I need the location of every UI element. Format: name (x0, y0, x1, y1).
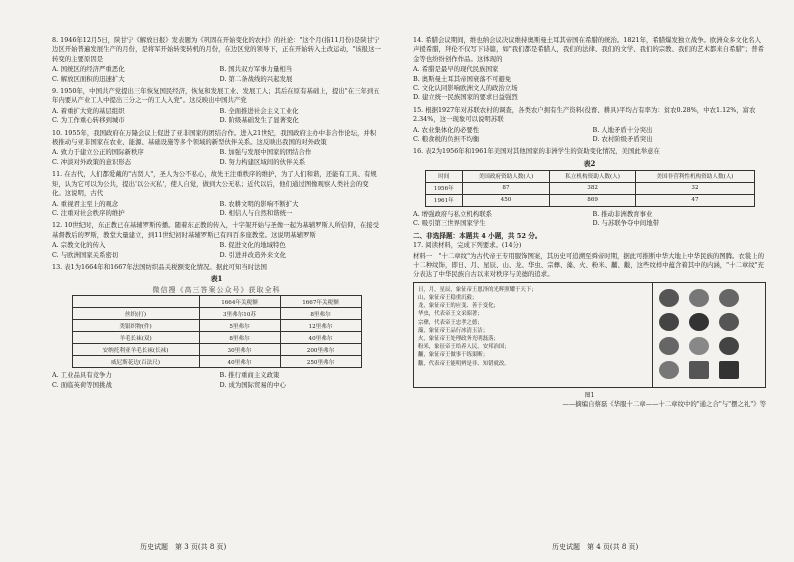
option-d: D. 与苏联争夺中间地带 (592, 219, 659, 228)
option-d: D. 阶级基础发生了显著变化 (219, 116, 299, 125)
option-a: A. 希腊是最早的现代民族国家 (413, 65, 499, 74)
table-cell: 250里弗尔 (280, 356, 361, 368)
option-d: D. 相信人与自然和谐统一 (219, 208, 293, 217)
stars-icon (719, 289, 739, 307)
figure-text (414, 283, 653, 387)
option-a: A. 工业品具有竞争力 (52, 371, 112, 380)
question-8 (52, 36, 381, 84)
fire-icon (719, 337, 739, 355)
table-cell: 5里弗尔 (199, 320, 280, 332)
option-b: B. 农耕文明的影响不断扩大 (219, 199, 299, 208)
table-cell: 382 (549, 182, 636, 194)
option-a: A. 致力于建立公正的国际新秩序 (52, 148, 144, 157)
option-d: D. 引进并改造外来文化 (219, 250, 286, 259)
table-header: 美国政府资助人数(人) (463, 170, 550, 182)
option-c: C. 注重对社会秩序的维护 (52, 208, 125, 217)
question-9 (52, 87, 381, 126)
figure-line: 龙，象征帝王的应变、善于变化； (418, 303, 499, 310)
table-row (72, 356, 361, 368)
option-c: C. 吸引第三世界国家学生 (413, 219, 486, 228)
question-14 (413, 36, 766, 103)
table-cell: 1956年 (425, 182, 463, 194)
table-header: 私立机构资助人数(人) (549, 170, 636, 182)
option-a: A. 农业集体化的必要性 (413, 125, 480, 134)
table-cell: 安纳托利亚羊毛长袜(长袜) (72, 344, 199, 356)
option-d: D. 建立统一民族国家的要求日益强烈 (413, 93, 518, 102)
figure-line: 华虫，代表帝王文采昭著； (418, 311, 483, 318)
option-a: A. 重视君主至上的观念 (52, 199, 119, 208)
question-stem: 16. 表2为1956年和1961年美国对其他国家的非洲学生的资助变化情况，美国此举意在 (413, 147, 660, 156)
table-cell: 40里弗尔 (280, 332, 361, 344)
option-c: C. 解放区面积的迅速扩大 (52, 74, 125, 83)
table-row (72, 332, 361, 344)
figure-line: 宗彝，代表帝王忠孝之德； (418, 319, 483, 326)
question-stem: 10. 1955年，我国政府在万隆会议上促进了亚非国家的团结合作。进入21世纪，我国政府主办中非合作论坛，并积极推动与亚非国家在农业、能源、基础设施等多个领域的新型伙伴关系。这反映出我国的对外政策 (52, 128, 377, 147)
question-13 (52, 263, 381, 390)
watermark: 微信搜《高三答案公众号》获取全科 (152, 286, 281, 295)
option-a: A. 增强政府与私立机构联系 (413, 209, 492, 218)
vessel-icon (659, 337, 679, 355)
table-cell: 40里弗尔 (199, 356, 280, 368)
option-b: B. 推行重商主义政策 (219, 371, 280, 380)
option-a: A. 国统区的经济严重恶化 (52, 65, 125, 74)
table-row (72, 320, 361, 332)
figure-1 (413, 282, 766, 388)
option-b: B. 国共双方军事力量相当 (219, 65, 293, 74)
table-header: 1667年关税额 (280, 296, 361, 308)
tariff-table (72, 295, 362, 368)
option-d: D. 第二条战线的兴起发展 (219, 74, 293, 83)
table-header: 美国非营利性机构资助人数(人) (636, 170, 754, 182)
section-heading: 二、非选择题：本题共 4 小题，共 52 分。 (413, 231, 542, 240)
table-cell: 8里弗尔 (280, 308, 361, 320)
table-cell: 87 (463, 182, 550, 194)
figure-line: 火，象征帝王处理政务光明磊落； (418, 335, 499, 342)
table-cell: 8里弗尔 (199, 332, 280, 344)
question-stem: 12. 10世纪时，东正教已在基辅罗斯传播。随着东正教的传入，十字架开始与圣像一起为基辅罗斯人所信仰，在接受基督教后的罗斯，教堂大量建立，到11世纪初时基辅罗斯已有四百多座教堂。这说明基辅罗斯 (52, 221, 380, 239)
table-caption: 表2 (583, 158, 596, 168)
table-cell: 12里弗尔 (280, 320, 361, 332)
option-a: A. 宗教文化的传入 (52, 241, 106, 250)
option-d: D. 成为国际贸易的中心 (219, 380, 286, 389)
table-cell: 32 (636, 182, 754, 194)
option-a: A. 着重扩大党的基层组织 (52, 106, 125, 115)
figure-line: 山，象征帝王稳重沉毅； (418, 294, 478, 301)
pheasant-icon (719, 313, 739, 331)
table-header: 时间 (425, 170, 463, 182)
table-cell: 47 (636, 194, 754, 206)
option-d: D. 努力构建区域间的伙伴关系 (219, 157, 306, 166)
figure-caption: 图1 (584, 391, 595, 399)
page-footer: 历史试题 第 4 页(共 8 页) (552, 543, 639, 551)
student-aid-table (425, 170, 755, 207)
axe-icon (689, 361, 709, 379)
option-c: C. 粮食税的负担不均衡 (413, 135, 480, 144)
option-c: C. 为工作重心转移到城市 (52, 116, 125, 125)
table-cell: 3里弗尔10苏 (199, 308, 280, 320)
figure-source: ——摘编自蔡磊《华服十二章——十二章纹中的"通之合"与"摆之礼"》等 (562, 399, 766, 408)
table-row (425, 182, 754, 194)
figure-line: 黻，代表帝王能明辨是非、知错就改。 (418, 360, 510, 367)
right-page (397, 0, 794, 562)
grain-icon (659, 361, 679, 379)
figure-line: 粉米，象征帝王给养人民，安邦治国； (418, 344, 510, 351)
option-d: D. 农村阶级矛盾突出 (592, 135, 653, 144)
option-c: C. 与欧洲国家关系密切 (52, 250, 119, 259)
question-stem: 11. 在古代，人们都爱戴的"古贤人"，圣人为公不私心，故先王注重秩序的维护，为了人们和谐，还能有工具、有规矩，认为它可以为公共，提出'以公灭私'，使人自觉，做到大公无私；近代以后，他们通过图像观察人类社会的变化。这说明，古代 (52, 170, 377, 198)
material-one: 材料一 "十二章纹"为古代帝王专用服饰图案，其历史可追溯至舜帝时期，据此可推断中华大地上中华民族的图腾。衣裳上的十二种纹饰，即日、月、星辰、山、龙、华虫、宗彝、藻、火、粉米、黼、黻，这些纹样中蕴含着其中的内涵，"十二章纹"充分表达了中华民族自古以来对秩序与美德的追求。 (413, 251, 764, 279)
table-header (72, 296, 199, 308)
question-stem: 15. 根据1927年对苏联农村的调查，各类农户拥有生产资料(役畜、耕具)平均占有率为：贫农0.28%，中农1.12%，富农2.34%，这一现象可以说明苏联 (413, 105, 756, 124)
table-cell: 类银织物(件) (72, 320, 199, 332)
sun-icon (659, 289, 679, 307)
moon-icon (689, 289, 709, 307)
table-header: 1664年关税额 (199, 296, 280, 308)
page-footer: 历史试题 第 3 页(共 8 页) (140, 543, 227, 551)
table-cell: 869 (549, 194, 636, 206)
question-17 (413, 241, 766, 408)
option-c: C. 文化认同影响欧洲文人的政治立场 (413, 84, 518, 93)
dragon-icon (689, 313, 709, 331)
question-16 (413, 147, 766, 228)
option-b: B. 推动非洲教育事业 (592, 209, 653, 218)
question-15 (413, 106, 766, 145)
figure-line: 黼，象征帝王做事干练果断； (418, 352, 489, 359)
option-b: B. 奥斯曼土耳其帝国衰落不可避免 (413, 74, 512, 83)
option-b: B. 人地矛盾十分突出 (592, 125, 653, 134)
twelve-symbols-image (653, 283, 765, 387)
table-row (72, 308, 361, 320)
question-stem: 17. 阅读材料，完成下列要求。(14分) (413, 241, 522, 250)
table-cell: 30里弗尔 (199, 344, 280, 356)
question-stem: 9. 1950年，中国共产党提出三年恢复国民经济，恢复和发展工业、发展工人；其后在原有基础上，提出"在三年到五年内要从产业工人中提出三分之一的工人入党"。这反映出中国共产党 (52, 87, 380, 105)
table-row (72, 344, 361, 356)
table-caption: 表1 (210, 274, 223, 284)
option-b: B. 加强与发展中国家的团结合作 (219, 148, 312, 157)
figure-line: 日，月，星辰，象征帝王恩泽的光辉照耀于天下； (418, 286, 537, 293)
question-stem: 14. 希腊会议期间，维也纳会议决议维持奥斯曼土耳其帝国在希腊的统治。1821年，希腊爆发独立战争。欧洲众多文化名人声援希腊，拜伦不仅写下诗篇，如"我们都是希腊人，我们的法律、我们的文学、我们的宗教、我们的艺术都来自希腊"；普希金等也纷纷创作作品。这体现的 (413, 36, 764, 63)
figure-line: 藻，象征帝王品行冰清玉洁； (418, 327, 489, 334)
table-cell: 羊毛长袜(双) (72, 332, 199, 344)
table-cell: 1961年 (425, 194, 463, 206)
question-12 (52, 221, 381, 260)
question-10 (52, 129, 381, 168)
table-cell: 200里弗尔 (280, 344, 361, 356)
table-cell: 威尼斯花边(百法尺) (72, 356, 199, 368)
option-c: C. 面临英荷等国挑战 (52, 380, 112, 389)
question-11 (52, 170, 381, 218)
table-row (425, 194, 754, 206)
table-cell: 450 (463, 194, 550, 206)
option-c: C. 冲淡对外政策的意识形态 (52, 157, 132, 166)
option-b: B. 促进文化的地域特色 (219, 241, 286, 250)
fu-symbol-icon (719, 361, 739, 379)
waterweed-icon (689, 337, 709, 355)
question-stem: 8. 1946年12月5日，陕甘宁《解放日报》发表题为《巩固在开始变化的农村》的社论："这个月(指11月份)是陕甘宁边区开始普遍发展生产的月份，是将军开始转变转机的月份，在边区党的领导下，正在开始转入土改运动，"该报这一转变的主要原因是 (52, 36, 381, 63)
mountain-icon (659, 313, 679, 331)
table-cell: 丝织(打) (72, 308, 199, 320)
option-b: B. 全面推进社会主义工业化 (219, 106, 299, 115)
question-stem: 13. 表1为1664年和1667年法国纺织品关税额变化情况。据此可知当时法国 (52, 262, 267, 271)
